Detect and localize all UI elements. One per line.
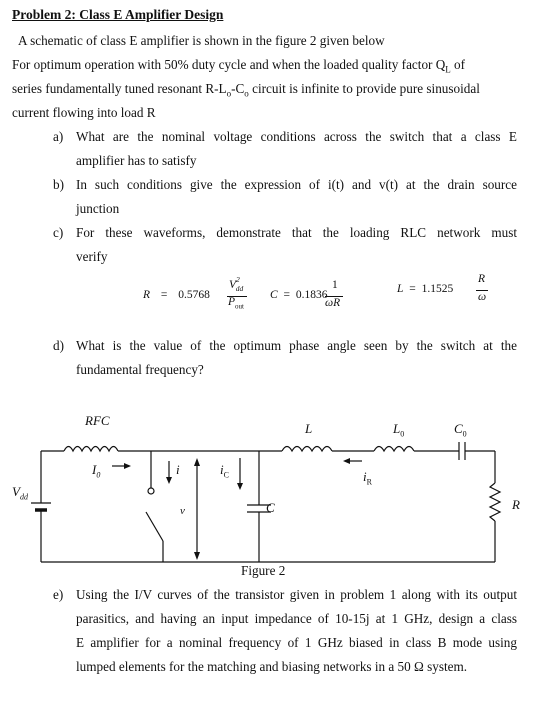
- label-ir: $i_R$: [363, 469, 372, 487]
- label-i0: $I_0$: [92, 462, 101, 480]
- equation-l-denominator: ω: [478, 291, 487, 303]
- problem-title: Problem 2: Class E Amplifier Design: [12, 7, 224, 22]
- l-inductor: [282, 447, 332, 452]
- label-ic: $i_C$: [220, 462, 229, 480]
- intro-line-3: series fundamentally tuned resonant $R-L_o-C_o$ circuit is infinite to provide pure sinusoidal: [12, 81, 480, 99]
- i-arrow-head: [166, 477, 172, 484]
- fraction-bar-l: [476, 290, 488, 291]
- label-c: C: [266, 500, 275, 515]
- ic-arrow-head: [237, 483, 243, 490]
- question-b-marker: b): [53, 177, 64, 192]
- question-c-line-1: For these waveforms, demonstrate that the loading RLC network must: [76, 225, 517, 240]
- question-e-marker: e): [53, 587, 64, 602]
- question-b-line-2: junction: [76, 201, 120, 216]
- equation-c-numerator: 1: [332, 279, 338, 291]
- figure-caption: Figure 2: [241, 563, 286, 578]
- question-a-marker: a): [53, 129, 64, 144]
- switch-contact: [148, 488, 154, 494]
- question-c-line-2: verify: [76, 249, 108, 264]
- label-rfc: RFC: [85, 413, 110, 428]
- question-a-line-1: What are the nominal voltage conditions across the switch that a class E: [76, 129, 517, 144]
- label-lo: $L_0$: [393, 421, 405, 439]
- question-a-line-2: amplifier has to satisfy: [76, 153, 197, 168]
- question-e-line-2: parasitics, and having an input impedance of 10-15j at 1 GHz, design a class: [76, 611, 517, 626]
- question-d-line-1: What is the value of the optimum phase angle seen by the switch at the: [76, 338, 517, 353]
- voltage-arrow-head-top: [194, 458, 200, 466]
- voltage-arrow-head-bottom: [194, 552, 200, 560]
- i0-arrow-head: [124, 463, 131, 469]
- label-co: $C_0$: [454, 421, 467, 439]
- fraction-bar-r: [227, 296, 247, 297]
- equation-r-denominator: $P_{out}$: [228, 296, 244, 311]
- intro-line-4: current flowing into load R: [12, 105, 156, 120]
- question-c-marker: c): [53, 225, 64, 240]
- equation-l-numerator: R: [478, 273, 486, 285]
- question-e-line-1: Using the I/V curves of the transistor given in problem 1 along with its output: [76, 587, 517, 602]
- fraction-bar-c: [325, 296, 343, 297]
- label-i: i: [176, 462, 180, 477]
- question-b-line-1: In such conditions give the expression of i(t) and v(t) at the drain source: [76, 177, 517, 192]
- question-d-marker: d): [53, 338, 64, 353]
- label-v: v: [180, 505, 185, 517]
- ir-arrow-head: [343, 458, 350, 464]
- intro-line-2: For optimum operation with 50% duty cycle and when the loaded quality factor $Q_L$ of: [12, 57, 466, 75]
- question-e-line-4: lumped elements for the matching and biasing networks in a 50 Ω system.: [76, 659, 468, 674]
- load-resistor: [490, 483, 500, 521]
- equation-r: R = 0.5768: [143, 289, 210, 301]
- label-l: L: [305, 421, 313, 436]
- equation-l: L = 1.1525: [397, 283, 454, 295]
- rfc-inductor: [64, 447, 118, 452]
- label-vdd: $V_{dd}$: [12, 484, 28, 502]
- switch-blade: [146, 512, 163, 541]
- question-d-line-2: fundamental frequency?: [76, 362, 204, 377]
- label-r: R: [512, 497, 520, 512]
- lo-inductor: [374, 447, 414, 452]
- question-e-line-3: E amplifier for a nominal frequency of 1 GHz biased in class B mode using: [76, 635, 517, 650]
- intro-line-1: A schematic of class E amplifier is shown in the figure 2 given below: [18, 33, 385, 48]
- equation-c: C = 0.1836: [270, 289, 328, 301]
- equation-c-denominator: ωR: [325, 297, 341, 309]
- equation-r-numerator: $V^2_{dd}$: [229, 275, 244, 294]
